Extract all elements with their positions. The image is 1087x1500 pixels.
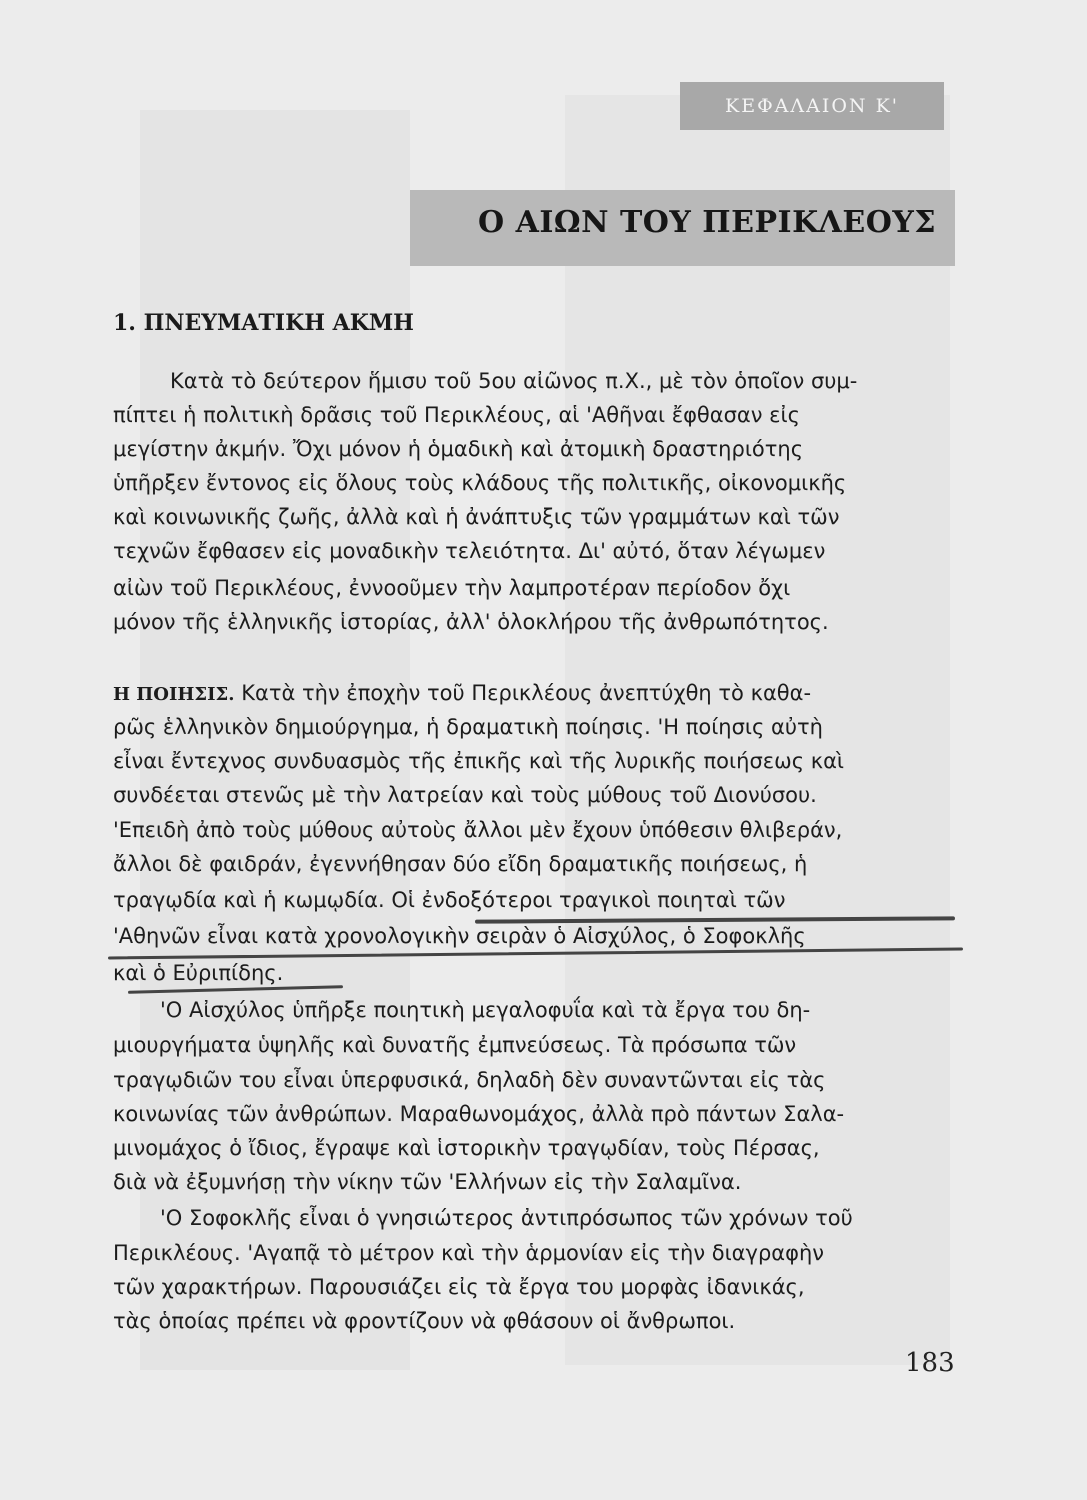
text-line: κοινωνίας τῶν ἀνθρώπων. Μαραθωνομάχος, ἀλλὰ πρὸ πάντων Σαλα-	[113, 1102, 845, 1126]
text-line: 'Ο Αἰσχύλος ὑπῆρξε ποιητικὴ μεγαλοφυΐα καὶ τὰ ἔργα του δη-	[160, 998, 811, 1022]
text-line: μεγίστην ἀκμήν. Ὄχι μόνον ἡ ὁμαδικὴ καὶ ἀτομικὴ δραστηριότης	[113, 437, 804, 461]
page-title: Ο ΑΙΩΝ ΤΟΥ ΠΕΡΙΚΛΕΟΥΣ	[478, 205, 937, 240]
text-line: τὰς ὁποίας πρέπει νὰ φροντίζουν νὰ φθάσουν οἱ ἄνθρωποι.	[113, 1309, 736, 1333]
text-line: 'Επειδὴ ἀπὸ τοὺς μύθους αὐτοὺς ἄλλοι μὲν ἔχουν ὑπόθεσιν θλιβεράν,	[113, 818, 843, 842]
text-line: συνδέεται στενῶς μὲ τὴν λατρείαν καὶ τοὺς μύθους τοῦ Διονύσου.	[113, 783, 817, 807]
text-line: ρῶς ἑλληνικὸν δημιούργημα, ἡ δραματικὴ ποίησις. 'Η ποίησις αὐτὴ	[113, 715, 823, 739]
text-line: μιουργήματα ὑψηλῆς καὶ δυνατῆς ἐμπνεύσεως. Τὰ πρόσωπα τῶν	[113, 1033, 797, 1057]
text-line: Κατὰ τὸ δεύτερον ἥμισυ τοῦ 5ου αἰῶνος π.Χ., μὲ τὸν ὁποῖον συμ-	[170, 369, 858, 393]
poetry-first-line	[113, 678, 811, 710]
chapter-label: ΚΕΦΑΛΑΙΟΝ Κ'	[680, 82, 944, 130]
section-heading: 1. ΠΝΕΥΜΑΤΙΚΗ ΑΚΜΗ	[113, 310, 414, 336]
page-number: 183	[905, 1348, 955, 1378]
text-line: 'Ο Σοφοκλῆς εἶναι ὁ γνησιώτερος ἀντιπρόσωπος τῶν χρόνων τοῦ	[160, 1206, 853, 1230]
text-line: εἶναι ἔντεχνος συνδυασμὸς τῆς ἐπικῆς καὶ τῆς λυρικῆς ποιήσεως καὶ	[113, 749, 845, 773]
text-line: μινομάχος ὁ ἴδιος, ἔγραψε καὶ ἱστορικὴν τραγῳδίαν, τοὺς Πέρσας,	[113, 1136, 820, 1160]
text-line: καὶ ὁ Εὐριπίδης.	[113, 961, 284, 985]
text-line: 'Αθηνῶν εἶναι κατὰ χρονολογικὴν σειρὰν ὁ Αἰσχύλος, ὁ Σοφοκλῆς	[113, 924, 806, 948]
text-line: Περικλέους. 'Αγαπᾷ τὸ μέτρον καὶ τὴν ἁρμονίαν εἰς τὴν διαγραφὴν	[113, 1241, 825, 1265]
text-line: πίπτει ἡ πολιτικὴ δρᾶσις τοῦ Περικλέους, αἱ 'Αθῆναι ἔφθασαν εἰς	[113, 403, 800, 427]
text-line: τῶν χαρακτήρων. Παρουσιάζει εἰς τὰ ἔργα του μορφὰς ἰδανικάς,	[113, 1275, 805, 1299]
text-line: αἰὼν τοῦ Περικλέους, ἐννοοῦμεν τὴν λαμπροτέραν περίοδον ὄχι	[113, 576, 791, 600]
text-line: διὰ νὰ ἐξυμνήσῃ τὴν νίκην τῶν 'Ελλήνων εἰς τὴν Σαλαμῖνα.	[113, 1170, 742, 1194]
text-line: τραγῳδία καὶ ἡ κωμῳδία. Οἱ ἐνδοξότεροι τραγικοὶ ποιηταὶ τῶν	[113, 888, 786, 912]
text-line: τραγῳδιῶν του εἶναι ὑπερφυσικά, δηλαδὴ δὲν συναντῶνται εἰς τὰς	[113, 1068, 826, 1092]
text-line: ὑπῆρξεν ἔντονος εἰς ὅλους τοὺς κλάδους τῆς πολιτικῆς, οἰκονομικῆς	[113, 471, 847, 495]
text-line: μόνον τῆς ἑλληνικῆς ἱστορίας, ἀλλ' ὁλοκλήρου τῆς ἀνθρωπότητος.	[113, 610, 829, 634]
text-line: ἄλλοι δὲ φαιδράν, ἐγεννήθησαν δύο εἴδη δραματικῆς ποιήσεως, ἡ	[113, 852, 808, 876]
text-line: καὶ κοινωνικῆς ζωῆς, ἀλλὰ καὶ ἡ ἀνάπτυξις τῶν γραμμάτων καὶ τῶν	[113, 505, 840, 529]
text-line: Κατὰ τὴν ἐποχὴν τοῦ Περικλέους ἀνεπτύχθη τὸ καθα-	[241, 681, 812, 705]
text-line: τεχνῶν ἔφθασεν εἰς μοναδικὴν τελειότητα. Δι' αὐτό, ὅταν λέγωμεν	[113, 539, 826, 563]
poetry-heading: Η ΠΟΙΗΣΙΣ.	[113, 684, 235, 705]
